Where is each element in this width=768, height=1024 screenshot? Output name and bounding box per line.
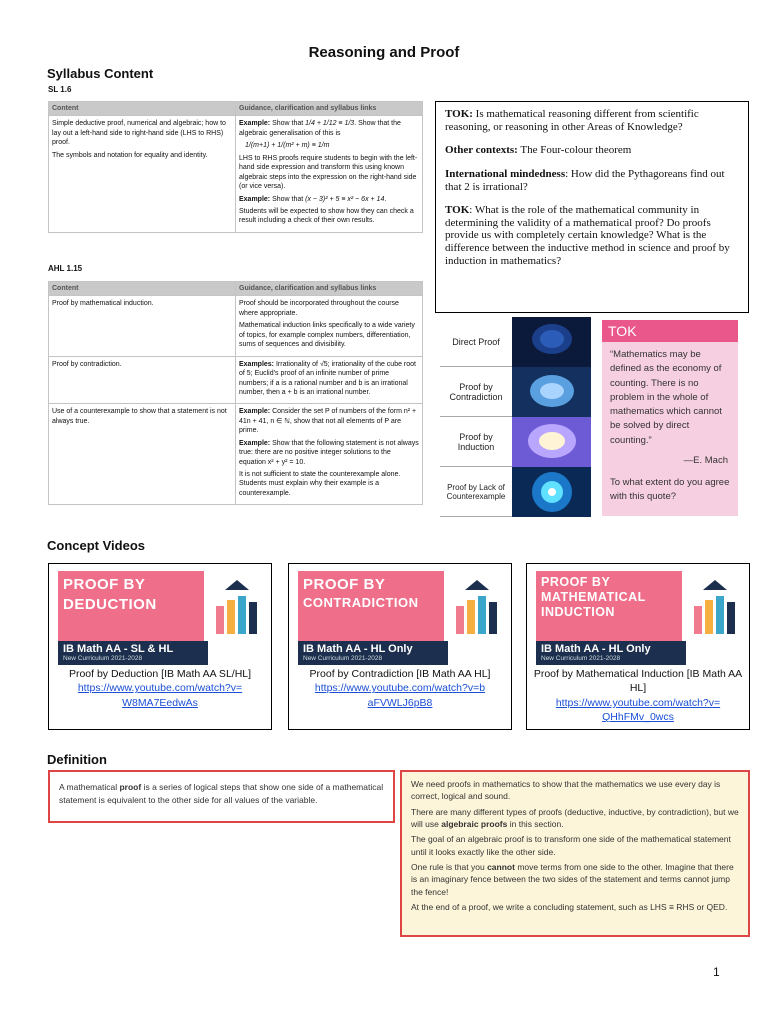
video-card-contradiction bbox=[288, 563, 512, 730]
table-header: Content bbox=[49, 282, 236, 296]
ahl-code: AHL 1.15 bbox=[48, 264, 83, 273]
meme-row bbox=[440, 317, 591, 367]
meme-row bbox=[440, 367, 591, 417]
cell-text: Simple deductive proof, numerical and algebraic; how to lay out a left-hand side to right-hand side (LHS to RHS) proof. bbox=[52, 120, 226, 147]
table-cell bbox=[236, 296, 423, 356]
video-card-induction bbox=[526, 563, 750, 730]
tok-question-1: TOK: Is mathematical reasoning different from scientific reasoning, or reasoning in other Areas of Knowledge? bbox=[445, 108, 699, 133]
video-link[interactable]: https://www.youtube.com/watch?v= QHhFMv_0wcs bbox=[555, 696, 721, 724]
video-link[interactable]: https://www.youtube.com/watch?v=b aFVWLJ6pB8 bbox=[314, 682, 486, 709]
table-cell bbox=[49, 404, 236, 505]
video-thumbnail[interactable] bbox=[536, 571, 741, 665]
thumbnail-title: PROOF BY CONTRADICTION bbox=[298, 571, 444, 641]
cell-text: Example: Consider the set P of numbers of the form n² + 41n + 41, n ∈ ℕ, show that not all elements of P are prime. bbox=[239, 408, 417, 435]
proof-explanation-box bbox=[400, 770, 750, 937]
tok-question-2: TOK: What is the role of the mathematical community in determining the validity of a mathematical proof? Do proofs provide us with completely certain knowledge? What is the difference between the inductive method in science and proof by induction in mathematics? bbox=[445, 204, 730, 267]
cell-text: 1/(m+1) + 1/(m² + m) ≡ 1/m bbox=[245, 142, 330, 150]
cell-text: Use of a counterexample to show that a statement is not always true. bbox=[52, 408, 227, 425]
thumbnail-course: IB Math AA - HL Only New Curriculum 2021-2028 bbox=[298, 641, 448, 665]
tok-box bbox=[435, 101, 749, 313]
bar-chart-icon bbox=[453, 576, 501, 638]
table-cell bbox=[236, 356, 423, 404]
brain-icon bbox=[512, 467, 591, 517]
cell-text: Proof by mathematical induction. bbox=[52, 300, 154, 308]
brain-icon bbox=[512, 417, 591, 467]
table-cell bbox=[236, 116, 423, 232]
tok-quote-box bbox=[602, 320, 738, 516]
cell-text: Example: Show that (x − 3)² + 5 ≡ x² − 6x + 14. bbox=[239, 195, 387, 203]
table-header: Content bbox=[49, 102, 236, 116]
international-mindedness: International mindedness: How did the Pythagoreans find out that 2 is irrational? bbox=[445, 167, 725, 193]
cell-text: Mathematical induction links specifically to a wide variety of topics, for example complex numbers, differentiation, sums of sequences and divisibility. bbox=[239, 322, 415, 349]
video-caption: Proof by Deduction [IB Math AA SL/HL] https://www.youtube.com/watch?v= W8MA7EedwAs bbox=[68, 668, 252, 709]
meme-label: Proof by Lack of Counterexample bbox=[440, 467, 512, 517]
bar-chart-icon bbox=[213, 576, 261, 638]
proof-brain-meme bbox=[440, 317, 591, 517]
video-card-deduction bbox=[48, 563, 272, 730]
cell-text: Proof by contradiction. bbox=[52, 360, 122, 368]
cell-text: Proof should be incorporated throughout the course where appropriate. bbox=[239, 300, 399, 317]
explanation-paragraph: There are many different types of proofs (deductive, inductive, by contradiction), but we will use algebraic proofs in this section. bbox=[411, 806, 739, 829]
quote-text: “Mathematics may be defined as the economy of counting. There is no problem in the whole of mathematics which cannot be solved by direct counting.” bbox=[610, 349, 722, 446]
cell-text: Examples: Irrationality of √5; irrationality of the cube root of 5; Euclid’s proof of an infinite number of prime numbers; if a is a rational number and b is an irrational number, then a + b is an irrational number. bbox=[239, 360, 416, 396]
bar-chart-icon bbox=[691, 576, 739, 638]
table-cell bbox=[49, 356, 236, 404]
meme-label: Direct Proof bbox=[440, 317, 512, 367]
video-caption: Proof by Contradiction [IB Math AA HL] https://www.youtube.com/watch?v=b aFVWLJ6pB8 bbox=[309, 668, 491, 709]
explanation-paragraph: The goal of an algebraic proof is to transform one side of the mathematical statement until it looks exactly like the other side. bbox=[411, 834, 731, 857]
meme-row bbox=[440, 467, 591, 517]
explanation-paragraph: One rule is that you cannot move terms from one side to the other. Imagine that there is an imaginary fence between the two sides of the statement and terms cannot jump the fence! bbox=[411, 861, 734, 897]
sl-code: SL 1.6 bbox=[48, 85, 72, 94]
cell-text: Students will be expected to show how they can check a result including a check of their own results. bbox=[239, 207, 414, 225]
thumbnail-title: PROOF BY DEDUCTION bbox=[58, 571, 204, 641]
page-title: Reasoning and Proof bbox=[308, 44, 460, 61]
cell-text: The symbols and notation for equality and identity. bbox=[52, 151, 208, 159]
quote-header: TOK bbox=[602, 320, 738, 342]
table-cell bbox=[49, 296, 236, 356]
cell-text: LHS to RHS proofs require students to begin with the left-hand side expression and transform this using known algebraic steps into the expression on the right-hand side (or vice versa). bbox=[239, 154, 418, 191]
table-header: Guidance, clarification and syllabus links bbox=[236, 102, 423, 116]
meme-label: Proof by Contradiction bbox=[440, 367, 512, 417]
table-cell bbox=[236, 404, 423, 505]
table-header: Guidance, clarification and syllabus links bbox=[236, 282, 423, 296]
thumbnail-title: PROOF BY MATHEMATICAL INDUCTION bbox=[536, 571, 682, 641]
meme-row bbox=[440, 417, 591, 467]
video-link[interactable]: https://www.youtube.com/watch?v= W8MA7EedwAs bbox=[77, 682, 243, 709]
quote-author: —E. Mach bbox=[683, 454, 728, 466]
brain-icon bbox=[512, 367, 591, 417]
explanation-paragraph: We need proofs in mathematics to show that the mathematics we use every day is correct, logical and sound. bbox=[411, 779, 721, 802]
video-thumbnail[interactable] bbox=[298, 571, 503, 665]
cell-text: It is not sufficient to state the counterexample alone. Students must explain why their example is a counterexample. bbox=[239, 471, 401, 497]
proof-definition-box: A mathematical proof is a series of logical steps that show one side of a mathematical statement is equivalent to the other side for all values of the variable. bbox=[48, 770, 395, 823]
video-caption: Proof by Mathematical Induction [IB Math AA HL] https://www.youtube.com/watch?v= QHhFMv_0wcs bbox=[533, 668, 743, 724]
video-thumbnail[interactable] bbox=[58, 571, 263, 665]
other-contexts: Other contexts: The Four-colour theorem bbox=[445, 144, 632, 157]
cell-text: Example: Show that the following statement is not always true: there are no positive integer solutions to the equation x² + y² = 10. bbox=[239, 439, 419, 466]
thumbnail-course: IB Math AA - SL & HL New Curriculum 2021-2028 bbox=[58, 641, 208, 665]
videos-heading: Concept Videos bbox=[47, 538, 146, 553]
ahl-syllabus-table bbox=[48, 281, 423, 505]
thumbnail-course: IB Math AA - HL Only New Curriculum 2021-2028 bbox=[536, 641, 686, 665]
page-number: 1 bbox=[713, 965, 720, 979]
table-cell bbox=[49, 116, 236, 232]
syllabus-heading: Syllabus Content bbox=[47, 66, 154, 81]
cell-text: Example: Show that 1/4 + 1/12 ≡ 1/3. Show that the algebraic generalisation of this is bbox=[239, 120, 401, 137]
meme-label: Proof by Induction bbox=[440, 417, 512, 467]
sl-syllabus-table bbox=[48, 101, 423, 233]
brain-icon bbox=[512, 317, 591, 367]
explanation-paragraph: At the end of a proof, we write a concluding statement, such as LHS ≡ RHS or QED. bbox=[411, 901, 728, 912]
definition-heading: Definition bbox=[47, 752, 107, 767]
quote-question: To what extent do you agree with this quote? bbox=[610, 477, 730, 503]
